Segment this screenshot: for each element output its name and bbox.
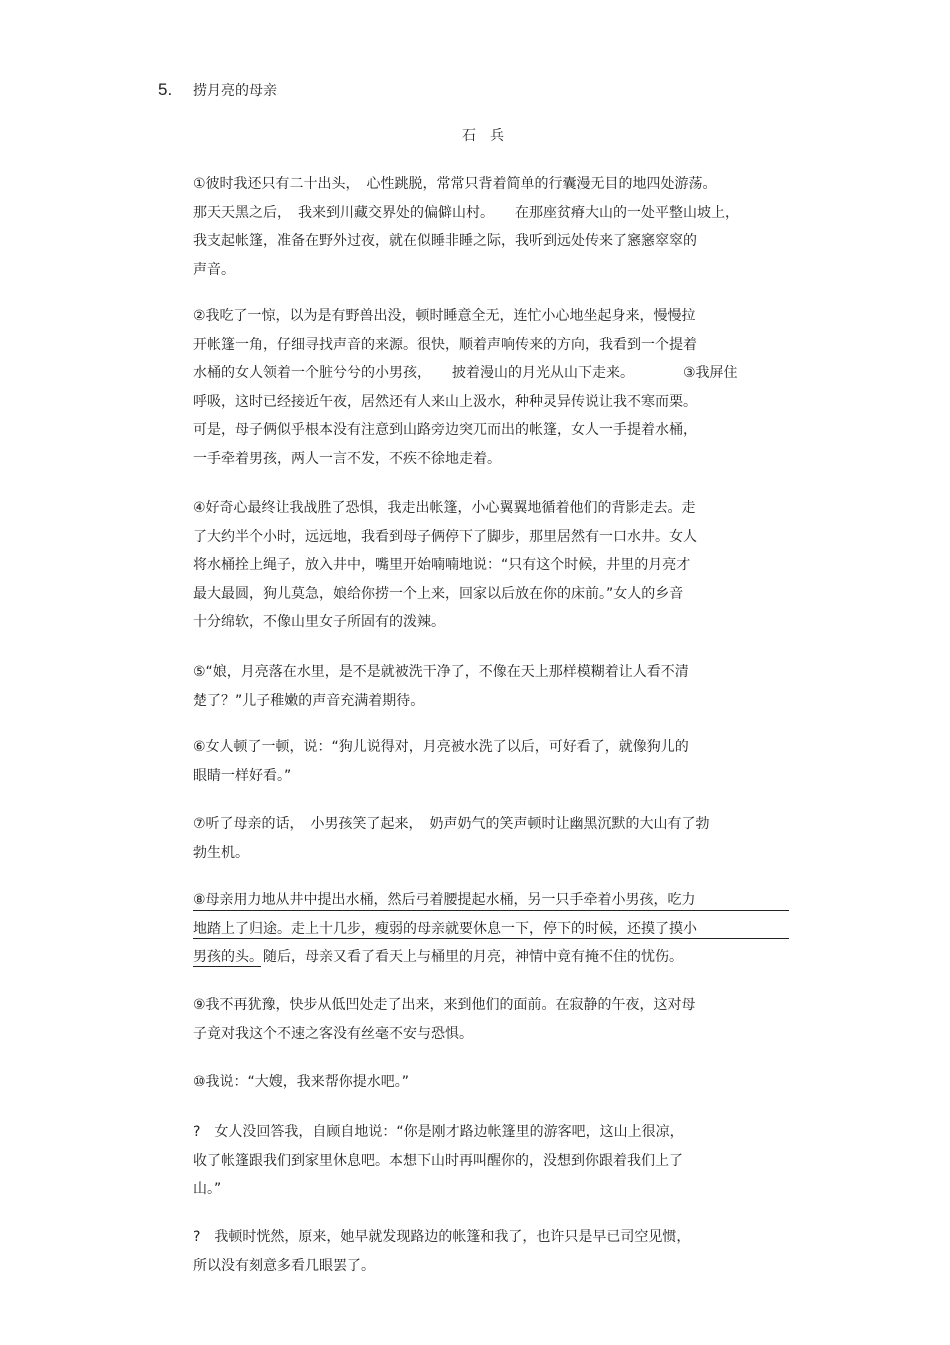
text-line: ①彼时我还只有二十出头， 心性跳脱，常常只背着简单的行囊漫无目的地四处游荡。 [193,176,717,192]
underline-rule [193,966,261,967]
question-title: 捞月亮的母亲 [193,83,277,99]
paragraph-7 [193,810,793,867]
text-line: 我支起帐篷，准备在野外过夜，就在似睡非睡之际，我听到远处传来了窸窸窣窣的 [193,233,697,249]
paragraph-9 [193,991,793,1048]
text-line: 呼吸，这时已经接近午夜，居然还有人来山上汲水，种种灵异传说让我不寒而栗。 [193,393,697,410]
text-line: 水桶的女人领着一个脏兮兮的小男孩， 披着漫山的月光从山下走来。 ③我屏住 [193,365,738,381]
text-line: ⑧母亲用力地从井中提出水桶，然后弓着腰提起水桶，另一只手牵着小男孩，吃力 [193,892,696,908]
underline-rule [193,938,789,939]
author-name: 石兵 [462,128,518,144]
text-line: 山。” [193,1181,222,1197]
text-line: ⑦听了母亲的话， 小男孩笑了起来， 奶声奶气的笑声顿时让幽黑沉默的大山有了勃 [193,816,710,832]
text-line: 子竟对我这个不速之客没有丝毫不安与恐惧。 [193,1025,473,1042]
paragraph-8 [193,886,793,972]
text-line: 最大最圆，狗儿莫急，娘给你捞一个上来，回家以后放在你的床前。”女人的乡音 [193,585,684,602]
paragraph-5 [193,658,793,715]
text-line: 可是，母子俩似乎根本没有注意到山路旁边突兀而出的帐篷，女人一手提着水桶， [193,422,697,438]
question-number: 5. [158,80,173,99]
paragraph-10 [193,1068,793,1097]
paragraph-6 [193,733,793,790]
text-line: 十分绵软，不像山里女子所固有的泼辣。 [193,614,445,630]
text-line: 所以没有刻意多看几眼罢了。 [193,1257,375,1274]
text-line: ⑩我说：“大嫂，我来帮你提水吧。” [193,1074,410,1090]
text-line: 收了帐篷跟我们到家里休息吧。本想下山时再叫醒你的，没想到你跟着我们上了 [193,1152,683,1169]
text-line: ⑤“娘，月亮落在水里，是不是就被洗干净了，不像在天上那样模糊着让人看不清 [193,664,689,680]
paragraph-11 [193,1118,793,1204]
text-line: 眼睛一样好看。” [193,767,292,784]
underline-rule [193,910,789,911]
text-line: ⑨我不再犹豫，快步从低凹处走了出来，来到他们的面前。在寂静的午夜，这对母 [193,997,696,1013]
text-line: 地踏上了归途。走上十几步，瘦弱的母亲就要休息一下，停下的时候，还摸了摸小 [193,920,697,937]
paragraph-2 [193,302,793,473]
text-line: ④好奇心最终让我战胜了恐惧，我走出帐篷，小心翼翼地循着他们的背影走去。走 [193,500,696,516]
text-line: ? 我顿时恍然，原来，她早就发现路边的帐篷和我了，也许只是早已司空见惯， [193,1229,691,1245]
paragraph-4 [193,494,793,637]
text-line: 开帐篷一角，仔细寻找声音的来源。很快，顺着声响传来的方向，我看到一个提着 [193,336,697,353]
text-line: 楚了？”儿子稚嫩的声音充满着期待。 [193,692,425,709]
text-line: 那天天黑之后， 我来到川藏交界处的偏僻山村。 在那座贫瘠大山的一处平整山坡上， [193,204,739,221]
text-line: 勃生机。 [193,844,249,861]
text-line: 男孩的头。随后，母亲又看了看天上与桶里的月亮，神情中竟有掩不住的忧伤。 [193,949,683,965]
text-line: 一手牵着男孩，两人一言不发，不疾不徐地走着。 [193,450,501,467]
text-line: ? 女人没回答我，自顾自地说：“你是刚才路边帐篷里的游客吧，这山上很凉， [193,1124,684,1140]
text-line: ②我吃了一惊，以为是有野兽出没，顿时睡意全无，连忙小心地坐起身来，慢慢拉 [193,308,696,324]
paragraph-1 [193,170,793,284]
paragraph-12 [193,1223,793,1280]
text-line: 声音。 [193,261,235,278]
text-line: 将水桶拴上绳子，放入井中，嘴里开始喃喃地说：“只有这个时候，井里的月亮才 [193,557,691,573]
text-line: ⑥女人顿了一顿，说：“狗儿说得对，月亮被水洗了以后，可好看了，就像狗儿的 [193,739,689,755]
text-line: 了大约半个小时，远远地，我看到母子俩停下了脚步，那里居然有一口水井。女人 [193,528,697,545]
